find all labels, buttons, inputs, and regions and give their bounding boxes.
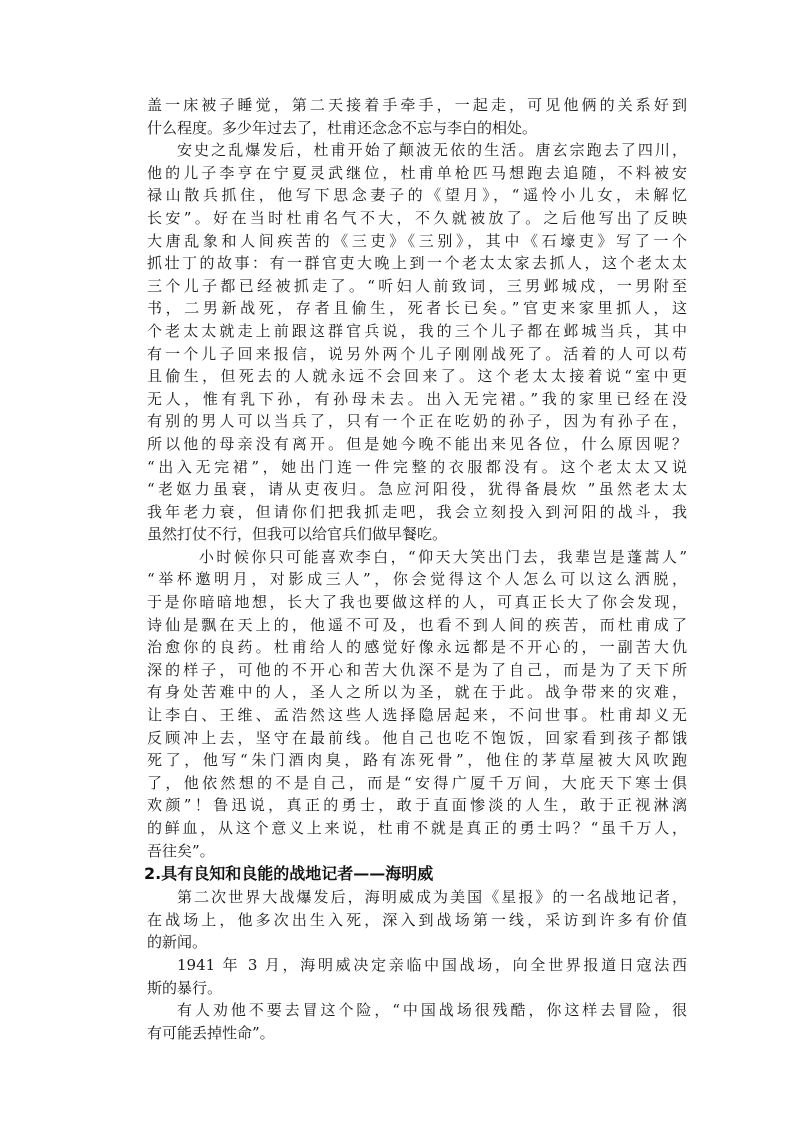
text-line: 我年老力衰，但请你们把我抓走吧，我会立刻投入到河阳的战斗，我 [147, 502, 687, 521]
text-line: 三个儿子都已经被抓走了。“听妇人前致词，三男邺城戍，一男附至 [147, 276, 687, 295]
section-heading: 2.具有良知和良能的战地记者——海明威 [144, 864, 434, 884]
text-line: 大唐乱象和人间疾苦的《三吏》《三别》，其中《石壕吏》写了一个 [147, 231, 687, 250]
text-line: 深的样子，可他的不开心和苦大仇深不是为了自己，而是为了天下所 [147, 660, 687, 679]
text-line: “举杯邀明月，对影成三人”，你会觉得这个人怎么可以这么洒脱， [147, 570, 687, 589]
text-line: 个老太太就走上前跟这群官兵说，我的三个儿子都在邺城当兵，其中 [147, 321, 687, 340]
paragraph-5 [147, 954, 687, 999]
text-line: 盖一床被子睡觉，第二天接着手牵手，一起走，可见他俩的关系好到 [147, 96, 687, 114]
text-line: 所以他的母亲没有离开。但是她今晚不能出来见各位，什么原因呢？ [147, 434, 687, 453]
text-line: 让李白、王维、孟浩然这些人选择隐居起来，不问世事。杜甫却义无 [147, 706, 687, 725]
text-line: 有别的男人可以当兵了，只有一个正在吃奶的孙子，因为有孙子在， [147, 412, 687, 431]
paragraph-1 [147, 94, 687, 139]
paragraph-3 [147, 546, 687, 862]
text-line: 于是你暗暗地想，长大了我也要做这样的人，可真正长大了你会发现， [147, 593, 687, 612]
text-line: 欢颜”！鲁迅说，真正的勇士，敢于直面惨淡的人生，敢于正视淋漓 [147, 796, 687, 815]
text-line: 他的儿子李亨在宁夏灵武继位，杜甫单枪匹马想跑去追随，不料被安 [147, 163, 687, 182]
text-line: 什么程度。多少年过去了，杜甫还念念不忘与李白的相处。 [147, 118, 538, 137]
text-line: 了，他依然想的不是自己，而是“安得广厦千万间，大庇天下寒士俱 [147, 773, 687, 792]
text-line: 虽然打仗不行，但我可以给官兵们做早餐吃。 [147, 525, 448, 544]
text-line: 小时候你只可能喜欢李白，“仰天大笑出门去，我辈岂是蓬蒿人” [199, 547, 687, 566]
text-line: 书，二男新战死，存者且偷生，死者长已矣。”官吏来家里抓人，这 [147, 299, 687, 318]
text-line: 1941 年 3 月，海明威决定亲临中国战场，向全世界报道日寇法西 [177, 955, 687, 974]
text-line: 有可能丢掉性命”。 [147, 1023, 275, 1042]
text-line: 诗仙是飘在天上的，他遥不可及，也看不到人间的疾苦，而杜甫成了 [147, 615, 687, 634]
text-line: 有一个儿子回来报信，说另外两个儿子刚刚战死了。活着的人可以苟 [147, 344, 687, 363]
text-line: 的新闻。 [147, 933, 208, 952]
document-body [144, 94, 687, 1044]
text-line: 死了，他写“朱门酒肉臭，路有冻死骨”，他住的茅草屋被大风吹跑 [147, 751, 687, 770]
paragraph-6 [147, 999, 687, 1044]
text-line: “出入无完裙”，她出门连一件完整的衣服都没有。这个老太太又说 [147, 457, 687, 476]
text-line: 斯的暴行。 [147, 978, 223, 997]
text-line: 有身处苦难中的人，圣人之所以为圣，就在于此。战争带来的灾难， [147, 683, 687, 702]
text-line: 治愈你的良药。杜甫给人的感觉好像永远都是不开心的，一副苦大仇 [147, 638, 687, 657]
text-line: 第二次世界大战爆发后，海明威成为美国《星报》的一名战地记者， [177, 888, 687, 907]
text-line: 吾往矣”。 [147, 841, 215, 860]
text-line: 无人，惟有乳下孙，有孙母未去。出入无完裙。”我的家里已经在没 [147, 389, 687, 408]
text-line: 安史之乱爆发后，杜甫开始了颠波无依的生活。唐玄宗跑去了四川， [177, 141, 687, 160]
text-line: 反顾冲上去，坚守在最前线。他自己也吃不饱饭，回家看到孩子都饿 [147, 728, 687, 747]
text-line: 长安”。好在当时杜甫名气不大，不久就被放了。之后他写出了反映 [147, 208, 687, 227]
text-line: 有人劝他不要去冒这个险，“中国战场很残酷，你这样去冒险，很 [177, 1001, 687, 1020]
text-line: 抓壮丁的故事：有一群官吏大晚上到一个老太太家去抓人，这个老太太 [147, 254, 687, 273]
text-line: “老妪力虽衰，请从吏夜归。急应河阳役，犹得备晨炊 ”虽然老太太 [147, 480, 687, 499]
text-line: 在战场上，他多次出生入死，深入到战场第一线，采访到许多有价值 [147, 910, 687, 929]
text-line: 且偷生，但死去的人就永远不会回来了。这个老太太接着说“室中更 [147, 367, 687, 386]
paragraph-4 [147, 886, 687, 954]
paragraph-2 [147, 139, 687, 546]
text-line: 禄山散兵抓住，他写下思念妻子的《望月》，“遥怜小儿女，未解忆 [147, 186, 687, 205]
text-line: 的鲜血，从这个意义上来说，杜甫不就是真正的勇士吗？“虽千万人， [147, 819, 687, 837]
